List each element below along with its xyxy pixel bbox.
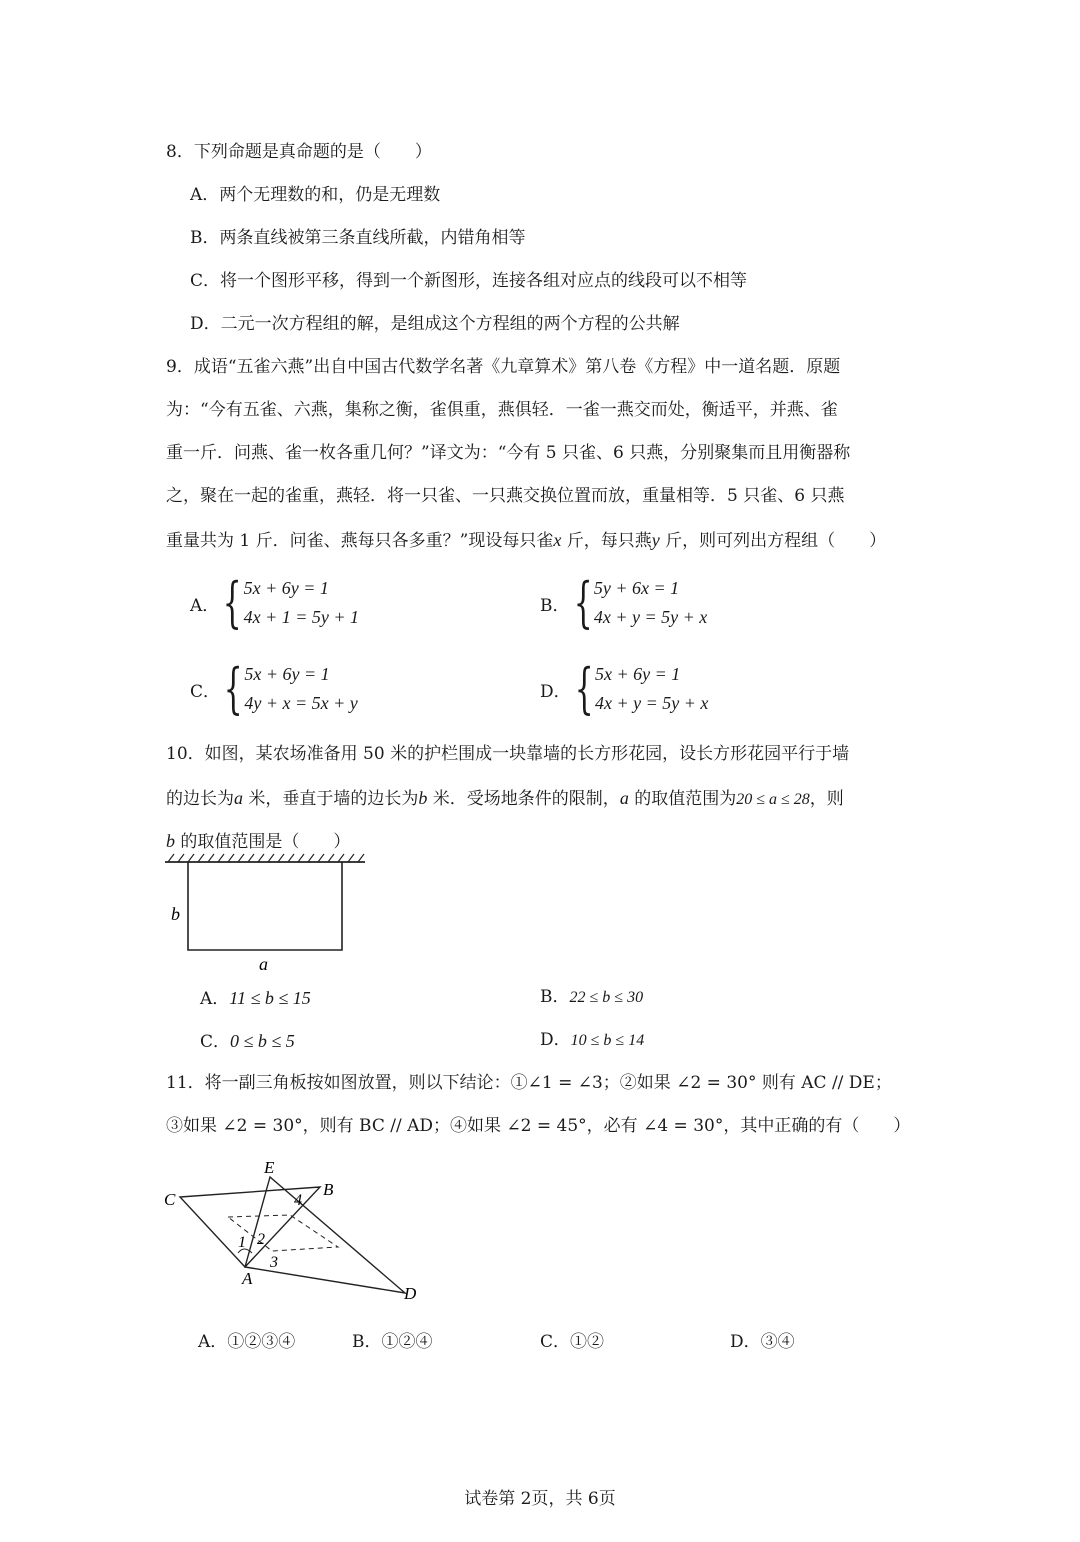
q10-figure [160, 852, 380, 977]
q10-line-3 [166, 832, 350, 851]
q9-line-5-text-a: 重量共为 1 斤．问雀、燕每只各多重？”现设每只雀 [166, 531, 554, 551]
q10-option-b [540, 989, 643, 1006]
q10-line-2 [166, 789, 844, 808]
fig-label-c: C [164, 1190, 176, 1209]
fig-label-a: a [259, 954, 268, 974]
q9-line-1: 9．成语“五雀六燕”出自中国古代数学名著《九章算术》第八卷《方程》中一道名题．原题 [166, 357, 841, 377]
q11-option-a: A．①②③④ [198, 1332, 296, 1352]
q9-option-b-eq2: 4x + y = 5y + x [593, 607, 708, 627]
q9-option-b-eq1: 5y + 6x = 1 [593, 578, 680, 598]
q11-option-b: B．①②④ [352, 1332, 433, 1352]
q8-option-a: A．两个无理数的和，仍是无理数 [190, 185, 441, 205]
q9-option-a-label: A． [190, 595, 220, 616]
angle-label-2: 2 [257, 1231, 265, 1248]
q9-option-c [190, 657, 358, 720]
q9-option-b [540, 571, 708, 634]
q9-var-x: x [553, 530, 562, 550]
q10-option-a-value: 11 ≤ b ≤ 15 [229, 988, 311, 1008]
q10-option-b-value: 22 ≤ b ≤ 30 [569, 989, 644, 1006]
brace-icon: { [223, 571, 242, 634]
garden-rectangle [188, 862, 342, 950]
brace-icon: { [223, 657, 243, 720]
fig-label-e: E [264, 1158, 275, 1177]
angle-label-3: 3 [270, 1254, 278, 1271]
page-footer: 试卷第 2页，共 6页 [464, 1489, 616, 1509]
angle-label-4: 4 [294, 1192, 302, 1209]
q10-line-1: 10．如图，某农场准备用 50 米的护栏围成一块靠墙的长方形花园，设长方形花园平行于墙 [166, 744, 850, 764]
q10-option-c [200, 1032, 295, 1051]
q9-option-a-eq1: 5x + 6y = 1 [243, 578, 329, 598]
q9-line-5-text-c: 斤，则可列出方程组（ ） [659, 531, 887, 551]
q10-option-d-label: D． [540, 1030, 571, 1050]
q9-line-4: 之，聚在一起的雀重，燕轻．将一只雀、一只燕交换位置而放，重量相等．5 只雀、6 只燕 [166, 486, 845, 506]
q10-option-d-value: 10 ≤ b ≤ 14 [570, 1032, 645, 1049]
q10-var-b-2: b [166, 831, 175, 851]
wall-hatching [168, 854, 364, 862]
q10-option-a [200, 989, 311, 1008]
q10-line-2-text-b: 米，垂直于墙的边长为 [243, 789, 419, 809]
q9-option-d-eq1: 5x + 6y = 1 [595, 664, 681, 684]
q11-figure [160, 1155, 430, 1305]
q11-line-1: 11．将一副三角板按如图放置，则以下结论：①∠1 = ∠3；②如果 ∠2 = 30° 则有 AC // DE； [166, 1073, 892, 1093]
q9-line-5-text-b: 斤，每只燕 [561, 531, 652, 551]
q9-option-d [540, 657, 709, 720]
q8-option-c: C．将一个图形平移，得到一个新图形，连接各组对应点的线段可以不相等 [190, 271, 748, 291]
fig-label-b: B [323, 1180, 334, 1199]
q9-line-3: 重一斤．问燕、雀一枚各重几何？”译文为：“今有 5 只雀、6 只燕，分别聚集而且用衡器称 [166, 443, 851, 463]
q9-line-5 [166, 531, 886, 550]
q10-line-3-text: 的取值范围是（ ） [175, 832, 351, 852]
q9-option-a-eq2: 4x + 1 = 5y + 1 [243, 607, 360, 627]
q11-option-c: C．①② [540, 1332, 605, 1352]
fig-label-a: A [242, 1269, 253, 1288]
q9-option-d-eq2: 4x + y = 5y + x [595, 693, 709, 713]
q8-stem: 8．下列命题是真命题的是（ ） [166, 142, 432, 162]
q10-option-b-label: B． [540, 987, 570, 1007]
q10-option-d [540, 1032, 644, 1049]
q9-option-c-label: C． [190, 681, 221, 702]
q10-var-a-2: a [619, 788, 629, 808]
brace-icon: { [574, 657, 594, 720]
q9-option-a [190, 571, 360, 634]
q10-var-b: b [418, 788, 428, 808]
q11-option-d: D．③④ [730, 1332, 795, 1352]
q11-line-2: ③如果 ∠2 = 30°，则有 BC // AD；④如果 ∠2 = 45°，必有 ∠4 = 30°，其中正确的有（ ） [166, 1116, 911, 1136]
q10-range: 20 ≤ a ≤ 28 [736, 791, 810, 808]
q9-line-2: 为：“今有五雀、六燕，集称之衡，雀俱重，燕俱轻．一雀一燕交而处，衡适平，并燕、雀 [166, 400, 838, 420]
q10-option-c-value: 0 ≤ b ≤ 5 [230, 1031, 295, 1051]
fig-label-d: D [404, 1284, 417, 1303]
q8-option-d: D．二元一次方程组的解，是组成这个方程组的两个方程的公共解 [190, 314, 680, 334]
angle-label-1: 1 [238, 1234, 246, 1251]
q10-option-a-label: A． [200, 989, 230, 1009]
brace-icon: { [573, 571, 593, 634]
q10-var-a: a [234, 788, 243, 808]
q10-line-2-text-c: 米．受场地条件的限制， [427, 789, 620, 809]
q9-option-c-eq2: 4y + x = 5x + y [244, 693, 358, 713]
fig-label-b: b [171, 904, 180, 924]
q10-line-2-text-a: 的边长为 [166, 789, 234, 809]
q10-line-2-text-f: ，则 [809, 789, 844, 809]
q10-option-c-label: C． [200, 1032, 231, 1052]
q9-option-c-eq1: 5x + 6y = 1 [244, 664, 330, 684]
q10-line-2-text-d: 的取值范围为 [628, 789, 737, 809]
q9-option-d-label: D． [540, 681, 571, 702]
q8-option-b: B．两条直线被第三条直线所截，内错角相等 [190, 228, 526, 248]
q9-var-y: y [651, 530, 660, 550]
q9-option-b-label: B． [540, 595, 570, 616]
